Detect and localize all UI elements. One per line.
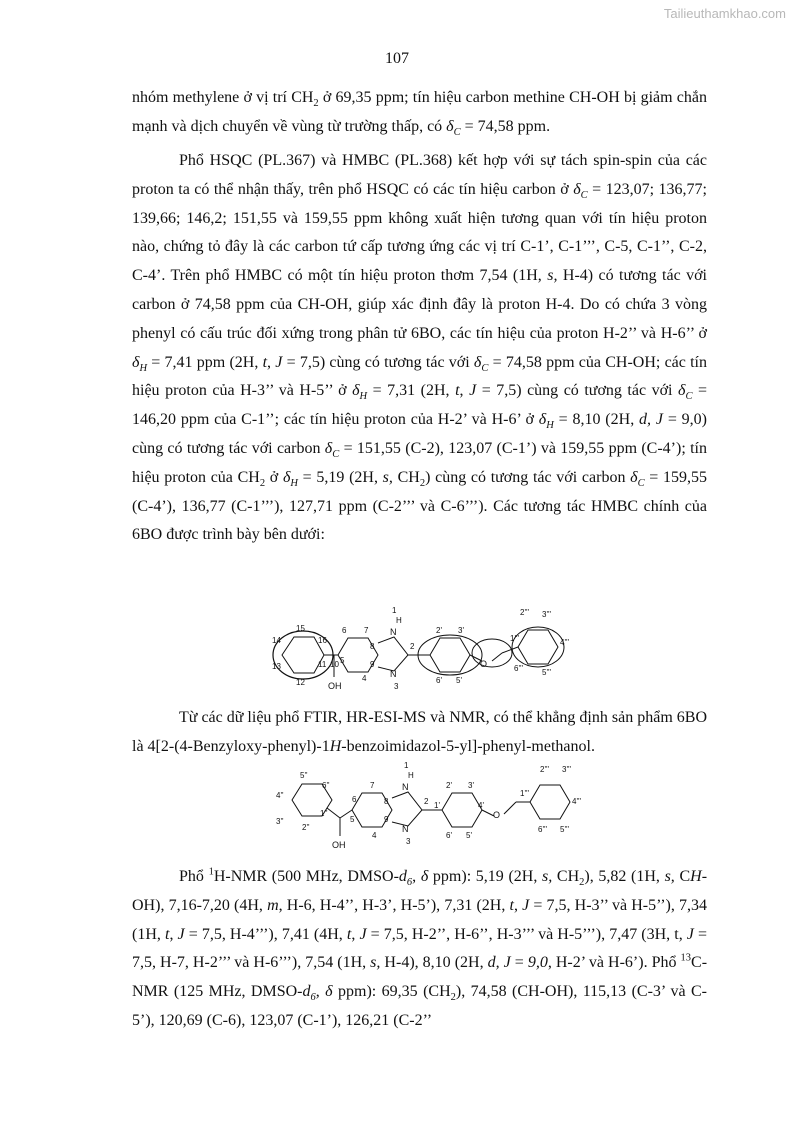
label: N <box>390 669 397 679</box>
label: 4 <box>372 831 377 840</box>
label: 11 <box>318 660 327 669</box>
phenyl-ring-right <box>518 630 558 664</box>
label: 6 <box>352 795 357 804</box>
label: 6''' <box>538 825 548 834</box>
label: 3 <box>406 837 411 846</box>
label: 5'' <box>300 771 308 780</box>
page-number: 107 <box>385 50 409 67</box>
label: 5' <box>466 831 472 840</box>
label: 1''' <box>520 789 530 798</box>
label: 3' <box>458 626 464 635</box>
label: 4''' <box>560 638 570 647</box>
label: N <box>390 627 397 637</box>
label: 1 <box>392 606 397 615</box>
label: 6'' <box>322 781 330 790</box>
label: 1''' <box>510 634 520 643</box>
label: 4''' <box>572 797 582 806</box>
label: 10 <box>330 660 339 669</box>
label: 6 <box>342 626 347 635</box>
paragraph-2: Phổ HSQC (PL.367) và HMBC (PL.368) kết hợp với sự tách spin-spin của các proton ta có thể nhận thấy, trên phổ HSQC có các tín hiệu carbon ở $\delta_C = 123,07$; 136,77; 139,66; 146,2; 151,55 và 159,55 ppm không xuất hiện tương quan với tín hiệu proton nào, chứng tỏ đây là các carbon tứ cấp tương ứng các vị trí C-1’, C-1’’’, C-5, C-1’’, C-2, C-4’. Trên phổ HMBC có một tín hiệu proton thơm 7,54 (1H, s, H-4) có tương tác với carbon ở 74,58 ppm của CH-OH, giúp xác định đây là proton H-4. Do có chứa 3 vòng phenyl có cấu trúc đối xứng trong phân tử 6BO, các tín hiệu của proton H-2’’ và H-6’’ ở $\delta_H = 7,41$ ppm (2H, t, J = 7,5) cùng có tương tác với $\delta_C = 74,58$ ppm của CH-OH; các tín hiệu proton của H-3’’ và H-5’’ ở $\delta_H = 7,31$ (2H, t, J = 7,5) cùng có tương tác với $\delta_C = 146,20$ ppm của C-1’’; các tín hiệu proton của H-2’ và H-6’ ở $\delta_H = 8,10$ (2H, d, J = 9,0) cùng có tương tác với carbon $\delta_C = 151,55$ (C-2), 123,07 (C-1’) và 159,55 ppm (C-4’); tín hiệu proton của $CH_2$ ở $\delta_H = 5,19$ (2H, s, $CH_2$) cùng có tương tác với carbon $\delta_C = 159,55$ (C-4’), 136,77 (C-1’’’), 127,71 ppm (C-2’’’ và C-6’’’). Các tương tác HMBC chính của 6BO được trình bày bên dưới: <box>132 152 708 544</box>
label: 5 <box>340 656 345 665</box>
label: 4'' <box>276 791 284 800</box>
label: O <box>493 810 501 820</box>
label: 2'' <box>302 823 310 832</box>
label: 8 <box>370 642 375 651</box>
label: 2 <box>424 797 429 806</box>
label: 1' <box>434 801 440 810</box>
phenyl-ring-1p <box>442 793 482 827</box>
label: 2''' <box>540 765 550 774</box>
label: 5''' <box>542 668 552 677</box>
label: 3'' <box>276 817 284 826</box>
watermark: Tailieuthamkhao.com <box>663 6 786 21</box>
label: 13 <box>272 662 281 671</box>
label: 4 <box>362 674 367 683</box>
label: O <box>480 659 488 669</box>
label: 14 <box>272 636 281 645</box>
label: 1 <box>404 761 409 770</box>
label: 2' <box>436 626 442 635</box>
label: H <box>408 771 414 780</box>
label: 3 <box>394 682 399 691</box>
label: 5 <box>350 815 355 824</box>
label: 6''' <box>514 664 524 673</box>
label: 3''' <box>542 610 552 619</box>
label: N <box>402 824 409 834</box>
paragraph-3: Từ các dữ liệu phổ FTIR, HR-ESI-MS và NMR, có thể khẳng định sản phẩm 6BO là 4[2-(4-Benzyloxy-phenyl)-1H-benzoimidazol-5-yl]-phenyl-methanol. <box>132 709 707 755</box>
label: 2' <box>446 781 452 790</box>
label: 6' <box>446 831 452 840</box>
label: 9 <box>384 815 389 824</box>
label: 9 <box>370 660 375 669</box>
label: 4' <box>478 801 484 810</box>
label: H <box>396 616 402 625</box>
label: 3' <box>468 781 474 790</box>
label: 16 <box>318 636 327 645</box>
interaction-arc <box>512 627 564 667</box>
label: 7 <box>364 626 369 635</box>
6bo-structure-figure <box>272 760 592 852</box>
label: OH <box>328 681 342 691</box>
label: 5''' <box>560 825 570 834</box>
label: 1'' <box>320 809 328 818</box>
paragraph-4: Phổ $^1$H-NMR (500 MHz, DMSO-$d_6$, δ ppm): 5,19 (2H, s, $CH_2$), 5,82 (1H, s, CH-OH), 7,16-7,20 (4H, m, H-6, H-4’’, H-3’, H-5’), 7,31 (2H, t, J = 7,5, H-3’’ và H-5’’), 7,34 (1H, t, J = 7,5, H-4’’’), 7,41 (4H, t, J = 7,5, H-2’’, H-6’’, H-3’’’ và H-5’’’), 7,47 (3H, t, J = 7,5, H-7, H-2’’’ và H-6’’’), 7,54 (1H, s, H-4), 8,10 (2H, d, J = 9,0, H-2’ và H-6’). Phổ $^{13}$C-NMR (125 MHz, DMSO-$d_6$, δ ppm): 69,35 $(CH_2)$, 74,58 (CH-OH), 115,13 (C-3’ và C-5’), 120,69 (C-6), 123,07 (C-1’), 126,21 (C-2’’ <box>132 866 708 1029</box>
label: N <box>402 782 409 792</box>
paragraph-1: nhóm methylene ở vị trí $CH_2$ ở 69,35 ppm; tín hiệu carbon methine CH-OH bị giảm chắn mạnh và dịch chuyển về vùng từ trường thấp, có $\delta_C = 74,58$ ppm. <box>132 89 707 138</box>
label: 3''' <box>562 765 572 774</box>
label: 15 <box>296 624 305 633</box>
label: 12 <box>296 678 305 687</box>
label: OH <box>332 840 346 850</box>
label: 2 <box>410 642 415 651</box>
label: 2''' <box>520 608 530 617</box>
phenyl-ring-middle <box>430 638 470 672</box>
hmbc-structure-figure <box>270 605 580 697</box>
phenyl-ring-1ppp <box>530 785 570 819</box>
label: 7 <box>370 781 375 790</box>
interaction-arc <box>472 639 512 667</box>
label: 5' <box>456 676 462 685</box>
label: 6' <box>436 676 442 685</box>
label: 8 <box>384 797 389 806</box>
